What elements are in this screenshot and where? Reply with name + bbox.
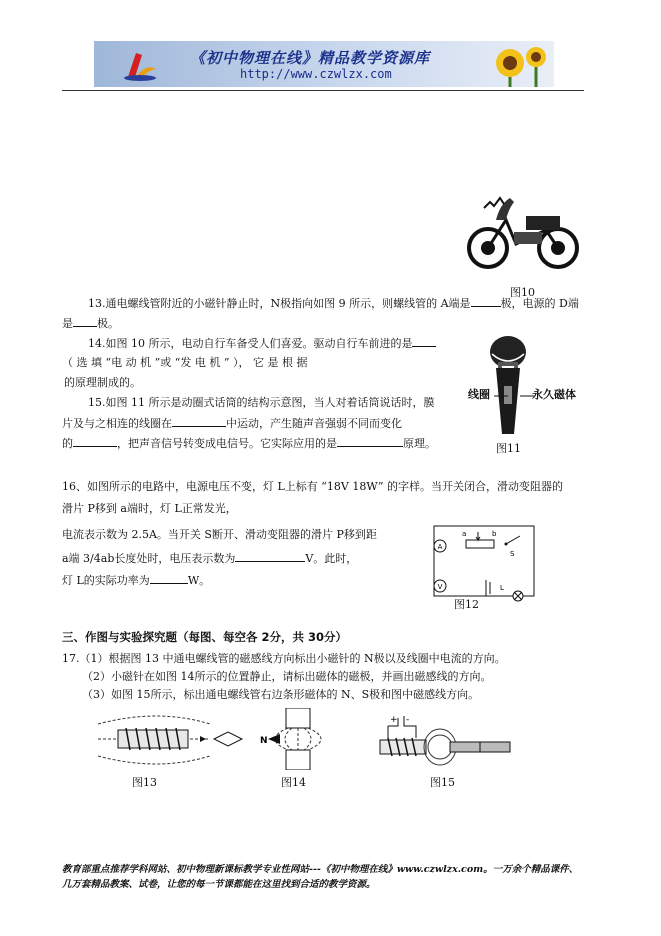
q15-text-d: ，把声音信号转变成电信号。它实际应用的是 <box>117 437 337 450</box>
q15-text-e: 原理。 <box>403 437 436 450</box>
q13-text-c: 是 <box>62 317 73 330</box>
figure-15-caption: 图15 <box>430 776 455 789</box>
q13-line2 <box>62 316 119 331</box>
footer-line-1: 教育部重点推荐学科网站、初中物理新课标教学专业性网站---《初中物理在线》www.czwlzx.com。一万余个精品课件、 <box>62 864 579 875</box>
ammeter-label: A <box>437 543 443 551</box>
q16-line5 <box>62 573 210 588</box>
q14-line1 <box>88 336 436 351</box>
microphone-magnet-label: 永久磁体 <box>532 388 576 401</box>
voltmeter-label: V <box>437 583 443 591</box>
figure-14-n-label: N <box>260 736 268 746</box>
microphone-pointer-lines <box>494 392 534 400</box>
site-logo-icon <box>122 49 158 81</box>
switch-icon <box>506 536 520 544</box>
rheostat-icon <box>466 540 494 548</box>
q16-blank-2[interactable] <box>150 573 188 584</box>
q15-line2 <box>62 416 402 431</box>
microphone-coil-label: 线圈 <box>468 388 490 401</box>
q16-text-a: a端 3/4ab长度处时，电压表示数为 <box>62 552 236 565</box>
q16-blank-1[interactable] <box>235 551 305 562</box>
figure-14-caption: 图14 <box>281 776 306 789</box>
figure-12-caption: 图12 <box>454 598 479 611</box>
q15-blank-1[interactable] <box>172 416 226 427</box>
q16-text-b: V。此时， <box>305 552 358 565</box>
lamp-label: L <box>500 584 504 592</box>
q16-line1: 16、如图所示的电路中，电源电压不变，灯 L上标有 “18V 18W” 的字样。当开关闭合，滑动变阻器的 <box>62 480 563 493</box>
figure-11-caption: 图11 <box>496 442 521 455</box>
q14-text-3: 的原理制成的。 <box>64 376 141 389</box>
solenoid-figure-13 <box>98 712 246 768</box>
rheostat-a-label: a <box>462 530 467 538</box>
footer-line-2: 几万套精品教案、试卷，让您的每一节课都能在这里找到合适的教学资源。 <box>62 879 376 890</box>
header-rule <box>62 90 584 91</box>
q17-line2: （2）小磁针在如图 14所示的位置静止，请标出磁体的磁极，并画出磁感线的方向。 <box>82 670 492 683</box>
q17-line1: 17.（1）根据图 13 中通电螺线管的磁感线方向标出小磁针的 N极以及线圈中电流的方向。 <box>62 652 506 665</box>
q15-line3 <box>62 436 436 451</box>
compass-needle-icon <box>214 732 242 746</box>
q13-text-d: 极。 <box>97 317 119 330</box>
q13-blank-2[interactable] <box>73 316 97 327</box>
q15-line1: 15.如图 11 所示是动圈式话筒的结构示意图，当人对着话筒说话时，膜 <box>88 396 435 409</box>
q13-line1 <box>88 296 579 311</box>
section-3-title: 三、作图与实验探究题（每图、每空各 2分，共 30分） <box>62 630 348 644</box>
q13-blank-1[interactable] <box>471 296 501 307</box>
q14-line2: （ 选 填 “电 动 机 ”或 “发 电 机 ” ）， 它 是 根 据 <box>62 356 308 369</box>
rheostat-b-label: b <box>492 530 497 538</box>
battery-plus-label: + <box>390 715 398 725</box>
q16-text-d: W。 <box>187 574 211 587</box>
q17-line3: （3）如图 15所示，标出通电螺线管右边条形磁体的 N、S极和图中磁感线方向。 <box>82 688 480 701</box>
banner-title: 《初中物理在线》精品教学资源库 <box>190 49 431 67</box>
q13-text-b: 极，电源的 D端 <box>500 297 579 310</box>
figure-13-caption: 图13 <box>132 776 157 789</box>
microphone-figure <box>486 334 530 438</box>
q16-line4 <box>62 551 357 566</box>
battery-minus-label: - <box>406 715 410 725</box>
electric-bicycle-figure <box>466 190 582 276</box>
compass-needle-icon-14 <box>268 734 280 744</box>
q13-text-a: 13.通电螺线管附近的小磁针静止时，N极指向如图 9 所示，则螺线管的 A端是 <box>88 297 471 310</box>
q15-text-c: 的 <box>62 437 73 450</box>
solenoid-bar-magnet-figure-15 <box>378 712 518 768</box>
q15-blank-3[interactable] <box>337 436 403 447</box>
q14-text-1: 14.如图 10 所示，电动自行车备受人们喜爱。驱动自行车前进的是 <box>88 337 413 350</box>
q14-blank-1[interactable] <box>412 336 436 347</box>
q15-blank-2[interactable] <box>73 436 117 447</box>
q16-line2: 滑片 P移到 a端时，灯 L正常发光， <box>62 502 237 515</box>
q15-text-a: 片及与之相连的线圈在 <box>62 417 172 430</box>
banner-url[interactable]: http://www.czwlzx.com <box>240 67 392 81</box>
q15-text-b: 中运动，产生随声音强弱不同而变化 <box>226 417 402 430</box>
switch-label: S <box>510 550 515 558</box>
q14-line3 <box>62 376 141 390</box>
magnet-poles-figure-14 <box>258 708 338 770</box>
header-banner[interactable] <box>94 41 554 87</box>
circuit-diagram-figure <box>426 520 540 604</box>
sunflower-icon <box>480 43 550 87</box>
figure-10-caption: 图10 <box>510 286 535 299</box>
q16-text-c: 灯 L的实际功率为 <box>62 574 150 587</box>
q16-line3: 电流表示数为 2.5A。当开关 S断开、滑动变阻器的滑片 P移到距 <box>62 528 377 541</box>
